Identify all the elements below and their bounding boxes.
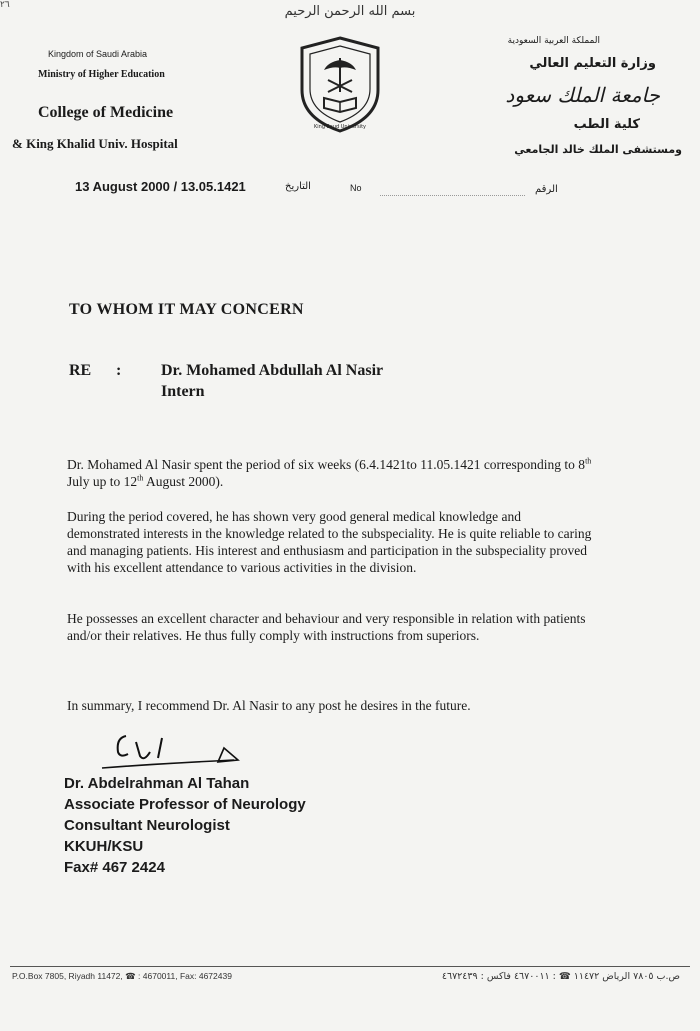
letterhead-ar-ministry: وزارة التعليم العالي [529,56,656,71]
p1-sup-2: th [137,473,144,483]
handwritten-signature [92,722,242,772]
letterhead-ar-hospital: ومستشفى الملك خالد الجامعي [514,143,682,156]
re-role: Intern [161,383,205,400]
letterhead-ar-kingdom: المملكة العربية السعودية [507,36,600,46]
signatory-name: Dr. Abdelrahman Al Tahan [64,775,250,792]
university-seal-logo [294,34,386,134]
footer-divider [10,966,690,967]
p1-text-c: August 2000). [143,474,224,489]
number-label-ar: الرقم [535,184,558,195]
footer-address-en: P.O.Box 7805, Riyadh 11472, ☎ : 4670011, Fax: 4672439 [12,971,232,981]
salutation: TO WHOM IT MAY CONCERN [69,301,304,318]
letterhead-hospital: & King Khalid Univ. Hospital [12,136,178,151]
letter-date: 13 August 2000 / 13.05.1421 [75,179,246,194]
re-name: Dr. Mohamed Abdullah Al Nasir [161,362,384,379]
paragraph-period [67,456,597,490]
re-label: RE [69,362,92,379]
signatory-fax: Fax# 467 2424 [64,859,165,876]
letterhead-kingdom: Kingdom of Saudi Arabia [48,49,148,59]
seal-text: King Saud University [314,124,366,130]
letterhead-college: College of Medicine [38,104,174,121]
letterhead-ar-university: جامعة الملك سعود [505,83,660,107]
re-colon: : [116,362,122,379]
number-label: No [350,183,362,193]
paragraph-summary: In summary, I recommend Dr. Al Nasir to any post he desires in the future. [67,698,471,713]
paragraph-performance: During the period covered, he has shown very good general medical knowledge and demonstrated interests in the knowledge related to the subspeciality. He is quite reliable to caring and managing patients. His interest and enthusiasm and participation in the subspeciality proved with his excellent attendance to various activities in the division. [67,509,592,575]
footer-address-ar: ص.ب ٧٨٠٥ الرياض ١١٤٧٢ ☎ : ٤٦٧٠٠١١ فاكس : ٤٦٧٢٤٣٩ [441,971,680,982]
p1-text-a: Dr. Mohamed Al Nasir spent the period of six weeks (6.4.1421to 11.05.1421 corresponding to 8 [67,457,586,472]
signature-block [64,773,306,878]
number-line [380,195,525,196]
signatory-org: KKUH/KSU [64,838,144,855]
p1-text-b: July up to 12 [67,474,138,489]
paragraph-character: He possesses an excellent character and behaviour and very responsible in relation with patients and/or their relatives. He thus fully comply with instructions from superiors. [67,611,586,643]
signatory-role: Consultant Neurologist [64,817,230,834]
date-label-ar: التاريخ [285,181,311,192]
page-mark: ٢٦ [0,0,10,10]
signatory-title: Associate Professor of Neurology [64,796,306,813]
letterhead-ministry: Ministry of Higher Education [38,69,165,80]
p1-sup-1: th [585,456,592,466]
letterhead-ar-college: كلية الطب [573,117,640,132]
bismillah: بسم الله الرحمن الرحيم [284,4,416,19]
